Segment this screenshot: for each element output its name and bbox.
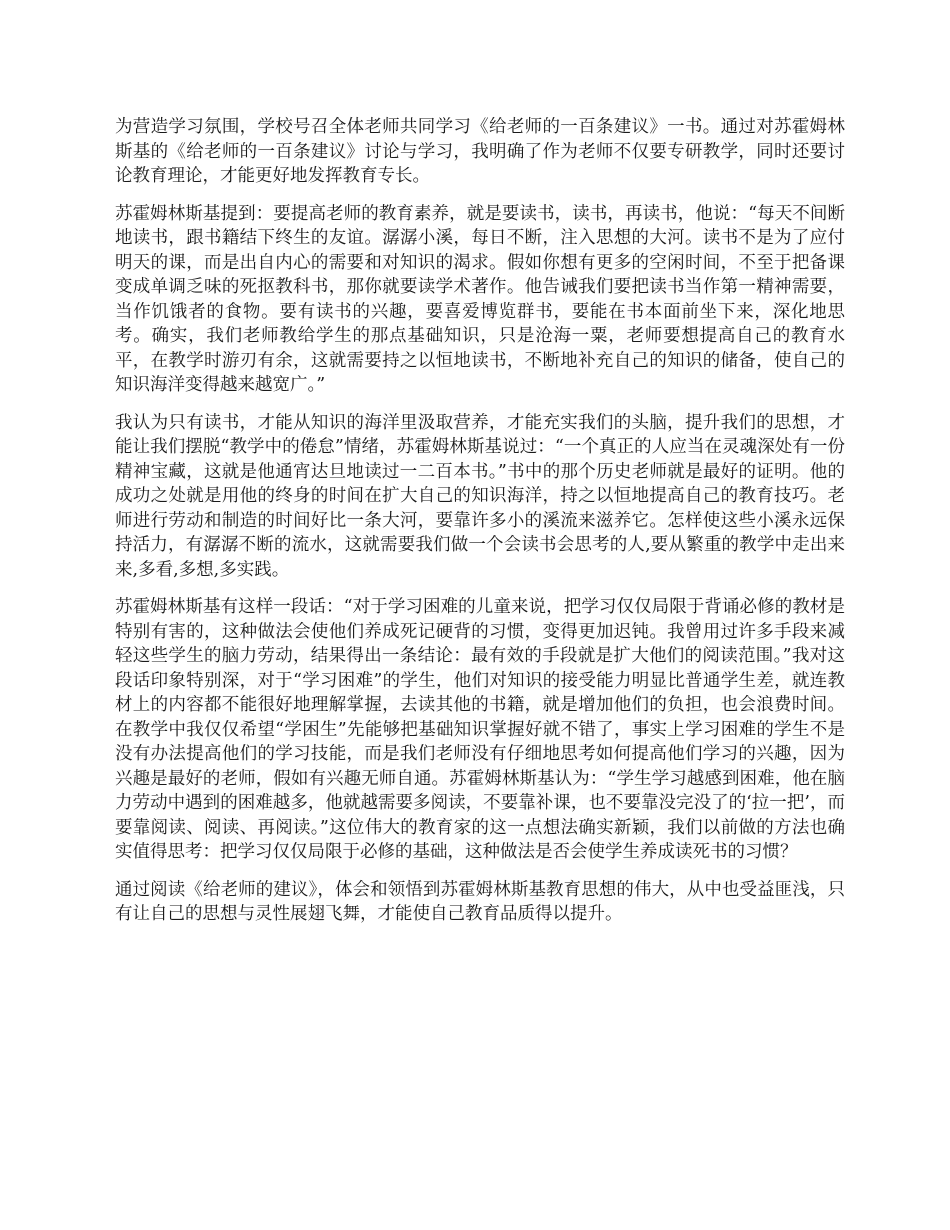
paragraph-1: 为营造学习氛围，学校号召全体老师共同学习《给老师的一百条建议》一书。通过对苏霍姆林斯基的《给老师的一百条建议》讨论与学习，我明确了作为老师不仅要专研教学，同时还要讨论教育理论，才能更好地发挥教育专长。 xyxy=(115,117,845,186)
paragraph-5: 通过阅读《给老师的建议》，体会和领悟到苏霍姆林斯基教育思想的伟大，从中也受益匪浅，只有让自己的思想与灵性展翅飞舞，才能使自己教育品质得以提升。 xyxy=(115,879,845,924)
paragraph-4: 苏霍姆林斯基有这样一段话：“对于学习困难的儿童来说，把学习仅仅局限于背诵必修的教材是特别有害的，这种做法会使他们养成死记硬背的习惯，变得更加迟钝。我曾用过许多手段来减轻这些学生的脑力劳动，结果得出一条结论：最有效的手段就是扩大他们的阅读范围。”我对这段话印象特别深，对于“学习困难”的学生，他们对知识的接受能力明显比普通学生差，就连教材上的内容都不能很好地理解掌握，去读其他的书籍，就是增加他们的负担，也会浪费时间。在教学中我仅仅希望“学困生”先能够把基础知识掌握好就不错了，事实上学习困难的学生不是没有办法提高他们的学习技能，而是我们老师没有仔细地思考如何提高他们学习的兴趣，因为兴趣是最好的老师，假如有兴趣无师自通。苏霍姆林斯基认为：“学生学习越感到困难，他在脑力劳动中遇到的困难越多，他就越需要多阅读，不要靠补课，也不要靠没完没了的‘拉一把’，而要靠阅读、阅读、再阅读。”这位伟大的教育家的这一点想法确实新颖，我们以前做的方法也确实值得思考：把学习仅仅局限于必修的基础，这种做法是否会使学生养成读死书的习惯？ xyxy=(115,597,845,862)
paragraph-2: 苏霍姆林斯基提到：要提高老师的教育素养，就是要读书，读书，再读书，他说：“每天不间断地读书，跟书籍结下终生的友谊。潺潺小溪，每日不断，注入思想的大河。读书不是为了应付明天的课，而是出自内心的需要和对知识的渴求。假如你想有更多的空闲时间，不至于把备课变成单调乏味的死抠教科书，那你就要读学术著作。他告诫我们要把读书当作第一精神需要，当作饥饿者的食物。要有读书的兴趣，要喜爱博览群书，要能在书本面前坐下来，深化地思考。确实，我们老师教给学生的那点基础知识，只是沧海一粟，老师要想提高自己的教育水平，在教学时游刃有余，这就需要持之以恒地读书，不断地补充自己的知识的储备，使自己的知识海洋变得越来越宽广。” xyxy=(115,203,845,395)
document-page xyxy=(115,115,845,940)
paragraph-3: 我认为只有读书，才能从知识的海洋里汲取营养，才能充实我们的头脑，提升我们的思想，才能让我们摆脱“教学中的倦怠”情绪，苏霍姆林斯基说过：“一个真正的人应当在灵魂深处有一份精神宝藏，这就是他通宵达旦地读过一二百本书。”书中的那个历史老师就是最好的证明。他的成功之处就是用他的终身的时间在扩大自己的知识海洋，持之以恒地提高自己的教育技巧。老师进行劳动和制造的时间好比一条大河，要靠许多小的溪流来滋养它。怎样使这些小溪永远保持活力，有潺潺不断的流水，这就需要我们做一个会读书会思考的人,要从繁重的教学中走出来来,多看,多想,多实践。 xyxy=(115,412,845,580)
